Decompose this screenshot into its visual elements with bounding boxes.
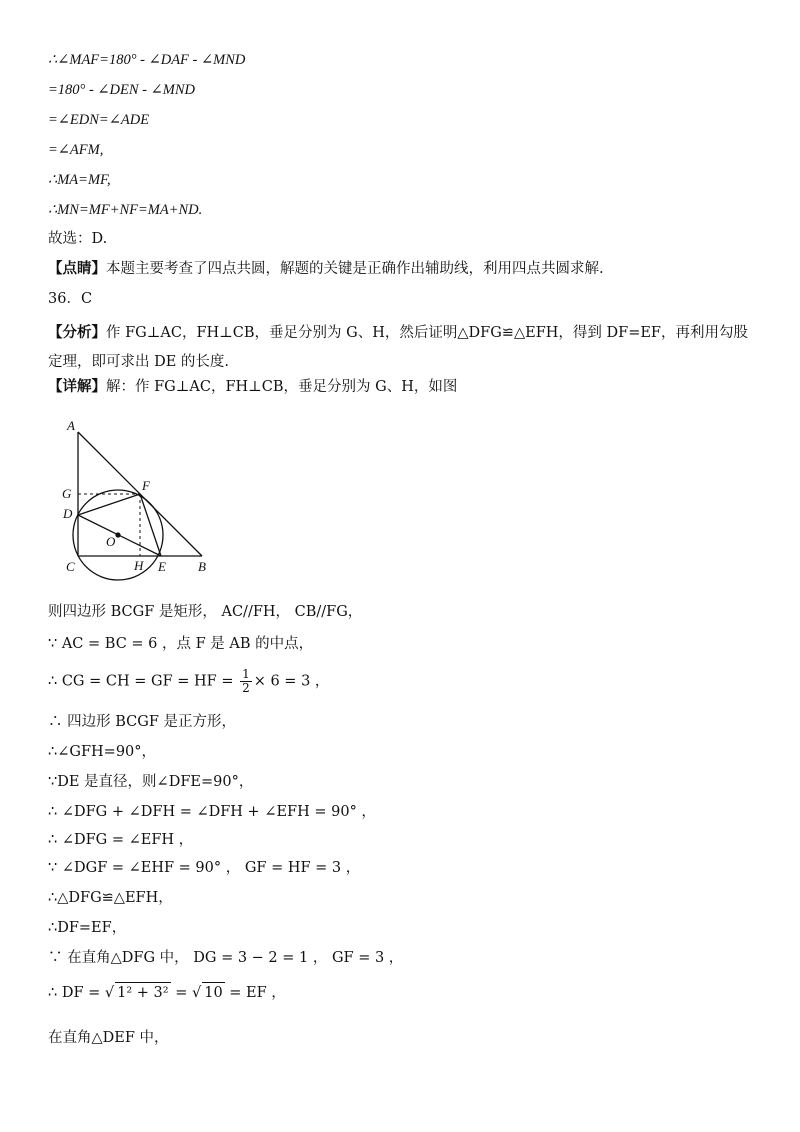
- text-line: [48, 200, 202, 220]
- answer-choice: 故选：D.: [48, 231, 108, 247]
- label-d: D: [63, 506, 73, 521]
- line-24-eq: =: [170, 985, 192, 1001]
- question-36: 36．C: [48, 291, 93, 307]
- line-2: =180° - ∠DEN - ∠MND: [48, 82, 196, 98]
- text-line: [48, 888, 173, 908]
- line-17: ∵DE 是直径，则∠DFE=90°，: [48, 774, 254, 790]
- label-f: F: [142, 478, 150, 493]
- label-e: E: [158, 559, 166, 574]
- line-15: ∴ 四边形 BCGF 是正方形，: [48, 714, 236, 730]
- line-22: ∴DF=EF，: [48, 920, 127, 936]
- comment-tag: 【点睛】: [48, 260, 106, 277]
- line-14-left: ∴ CG = CH = GF = HF =: [48, 673, 239, 690]
- text-line: [48, 50, 245, 70]
- fraction-half: [240, 668, 252, 695]
- line-6: ∴MN=MF+NF=MA+ND.: [48, 202, 203, 218]
- sqrt-ten: 10: [202, 982, 224, 1003]
- text-line: [48, 858, 360, 878]
- text-line: ∴ DF = √ 1² + 3² = √ 10 = EF ，: [48, 982, 286, 1003]
- text-line: [48, 668, 329, 695]
- text-line: [48, 634, 313, 654]
- label-g: G: [62, 486, 72, 501]
- text-line: [48, 229, 107, 249]
- text-line: [48, 602, 362, 622]
- label-h: H: [134, 558, 144, 573]
- geometry-figure: [54, 416, 224, 588]
- line-14-right: × 6 = 3 ，: [253, 673, 330, 690]
- line-13: ∵ AC = BC = 6 ，点 F 是 AB 的中点，: [48, 636, 314, 652]
- center-point-o: [115, 532, 120, 537]
- line-20: ∵ ∠DGF = ∠EHF = 90° ， GF = HF = 3 ，: [48, 860, 361, 876]
- label-a: A: [67, 418, 75, 433]
- comment-text: 本题主要考查了四点共圆，解题的关键是正确作出辅助线，利用四点共圆求解.: [106, 261, 604, 277]
- line-16: ∴∠GFH=90°，: [48, 744, 157, 760]
- line-24-left: ∴ DF =: [48, 985, 105, 1001]
- line-12: 则四边形 BCGF 是矩形， AC//FH， CB//FG，: [48, 604, 363, 620]
- text-line: [48, 80, 195, 100]
- line-18: ∴ ∠DFG + ∠DFH = ∠DFH + ∠EFH = 90° ，: [48, 804, 376, 820]
- segment-df: [78, 494, 140, 515]
- text-line: [48, 830, 193, 850]
- line-5: ∴MA=MF,: [48, 172, 111, 188]
- line-1: ∴∠MAF=180° - ∠DAF - ∠MND: [48, 52, 246, 68]
- text-line: [48, 1028, 169, 1048]
- text-line: [48, 802, 376, 822]
- line-24-right: = EF ，: [224, 985, 286, 1001]
- question-number: [48, 289, 92, 309]
- line-3: =∠EDN=∠ADE: [48, 112, 150, 128]
- detail-tag: 【详解】: [48, 378, 106, 395]
- text-line: [48, 772, 253, 792]
- text-line: [48, 742, 156, 762]
- text-line: [48, 712, 236, 732]
- text-line: [48, 140, 103, 160]
- line-25: 在直角△DEF 中，: [48, 1030, 169, 1046]
- text-line: [48, 377, 457, 397]
- label-c: C: [66, 559, 75, 574]
- detail-text: 解：作 FG⊥AC，FH⊥CB，垂足分别为 G、H，如图: [106, 379, 458, 395]
- text-line: [48, 948, 403, 968]
- analysis-paragraph: [48, 318, 753, 377]
- text-line: [48, 259, 604, 279]
- line-4: =∠AFM,: [48, 142, 104, 158]
- geometry-svg: [54, 416, 224, 588]
- analysis-text: 作 FG⊥AC，FH⊥CB，垂足分别为 G、H，然后证明△DFG≌△EFH，得到 DF=EF，再利用勾股定理，即可求出 DE 的长度.: [48, 325, 748, 370]
- text-line: [48, 918, 126, 938]
- label-o: O: [106, 534, 116, 549]
- fraction-denominator: 2: [242, 681, 250, 695]
- text-line: [48, 110, 149, 130]
- line-21: ∴△DFG≌△EFH，: [48, 890, 173, 906]
- analysis-tag: 【分析】: [48, 324, 106, 341]
- line-23: ∵ 在直角△DFG 中， DG = 3 − 2 = 1 ， GF = 3 ，: [48, 950, 404, 966]
- label-b: B: [198, 559, 206, 574]
- text-line: [48, 170, 111, 190]
- fraction-numerator: 1: [242, 667, 250, 681]
- line-19: ∴ ∠DFG = ∠EFH ，: [48, 832, 194, 848]
- sqrt-sum-squares: 1² + 3²: [115, 982, 170, 1003]
